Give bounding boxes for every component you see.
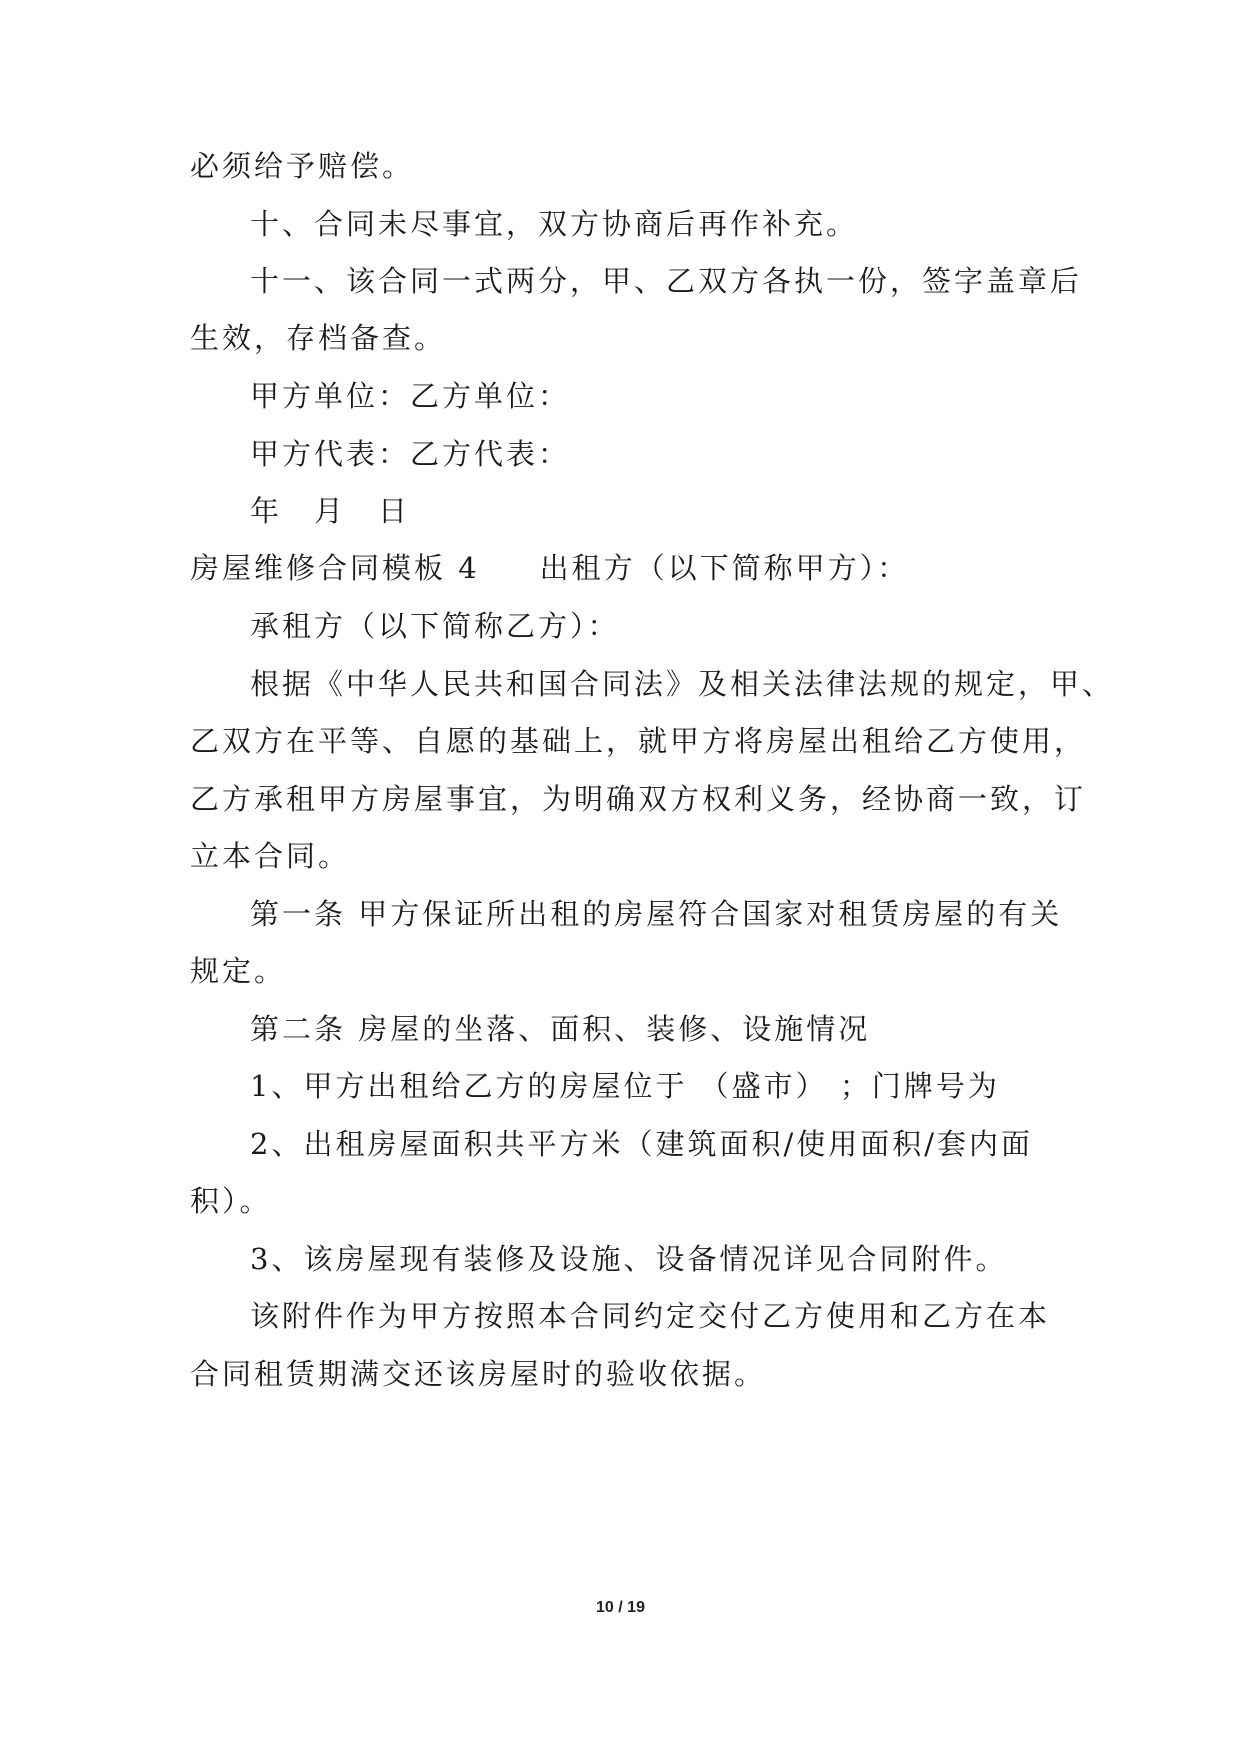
paragraph-line: 合同租赁期满交还该房屋时的验收依据。: [190, 1357, 767, 1391]
section-title-line: [190, 548, 909, 588]
paragraph-line: 第一条 甲方保证所出租的房屋符合国家对租赁房屋的有关: [250, 897, 1063, 931]
paragraph-line: 根据《中华人民共和国合同法》及相关法律法规的规定，甲、: [250, 667, 1115, 701]
paragraph-line: 承租方（以下简称乙方）：: [250, 609, 620, 643]
paragraph-line: 乙双方在平等、自愿的基础上，就甲方将房屋出租给乙方使用，: [190, 724, 1087, 758]
section-title: 房屋维修合同模板 4: [190, 551, 480, 585]
paragraph-line: 3、该房屋现有装修及设施、设备情况详见合同附件。: [250, 1242, 1008, 1276]
paragraph-line: 该附件作为甲方按照本合同约定交付乙方使用和乙方在本: [250, 1299, 1051, 1333]
paragraph-line: 第二条 房屋的坐落、面积、装修、设施情况: [250, 1012, 871, 1046]
paragraph-line: 生效，存档备查。: [190, 321, 447, 355]
paragraph-line: 出租方（以下简称甲方）：: [539, 551, 910, 585]
paragraph-line: 年 月 日: [250, 494, 411, 528]
paragraph-line: 立本合同。: [190, 839, 351, 873]
paragraph-line: 甲方代表：乙方代表：: [250, 437, 571, 471]
paragraph-line: 必须给予赔偿。: [190, 149, 415, 183]
paragraph-line: 十一、该合同一式两分，甲、乙双方各执一份，签字盖章后: [250, 264, 1083, 298]
page-number: 10 / 19: [596, 1599, 645, 1616]
paragraph-line: 1、甲方出租给乙方的房屋位于 （盛市） ；门牌号为: [250, 1069, 1000, 1103]
paragraph-line: 积）。: [190, 1184, 272, 1218]
paragraph-line: 规定。: [190, 954, 287, 988]
paragraph-line: 2、出租房屋面积共平方米（建筑面积/使用面积/套内面: [250, 1127, 1033, 1161]
paragraph-line: 乙方承租甲方房屋事宜，为明确双方权利义务，经协商一致，订: [190, 782, 1087, 816]
paragraph-line: 甲方单位：乙方单位：: [250, 379, 571, 413]
paragraph-line: 十、合同未尽事宜，双方协商后再作补充。: [250, 207, 859, 241]
